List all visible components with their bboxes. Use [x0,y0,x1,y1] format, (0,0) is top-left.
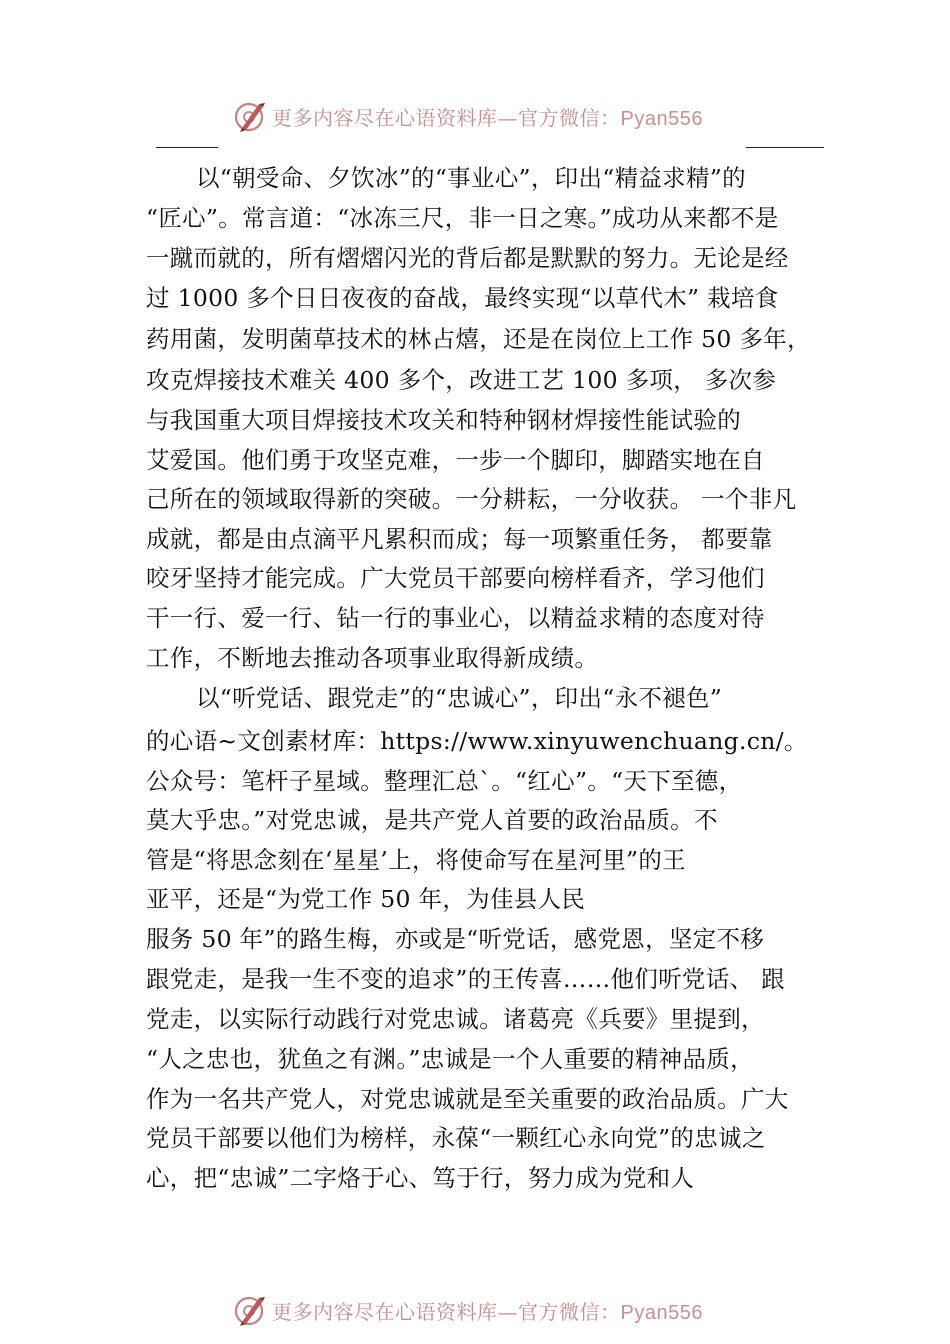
text-line: 攻克焊接技术难关 400 多个，改进工艺 100 多项， 多次参 [146,366,777,394]
footer-banner [0,1288,950,1332]
header-banner [0,94,950,138]
text-line: 心，把“忠诚”二字烙于心、笃于行，努力成为党和人 [146,1164,695,1192]
header-rule-right [746,147,824,148]
text-line: 的心语~文创素材库：https://www.xinyuwenchuang.cn/。 [146,727,808,755]
text-line: 干一行、爱一行、钻一行的事业心，以精益求精的态度对待 [146,604,765,632]
text-line: 以“听党话、跟党走”的“忠诚心”，印出“永不褪色” [196,684,723,712]
header-banner-content [232,94,703,138]
wechat-id: Pyan556 [620,1301,703,1324]
text-line: 以“朝受命、夕饮冰”的“事业心”，印出“精益求精”的 [196,164,746,192]
text-line: 成就，都是由点滴平凡累积而成；每一项繁重任务， 都要靠 [146,525,773,553]
footer-banner-content [232,1288,703,1332]
text-line: 亚平，还是“为党工作 50 年，为佳县人民 [146,885,586,913]
text-line: 党走，以实际行动践行对党忠诚。诸葛亮《兵要》里提到， [146,1005,765,1033]
text-line: 与我国重大项目焊接技术攻关和特种钢材焊接性能试验的 [146,406,741,434]
text-line: 过 1000 多个日日夜夜的奋战，最终实现“以草代木” 栽培食 [146,284,779,312]
text-line: “匠心”。常言道：“冰冻三尺，非一日之寒。”成功从来都不是 [146,204,779,232]
text-line: 公众号：笔杆子星域。整理汇总`。“红心”。“天下至德， [146,767,743,795]
text-line: 艾爱国。他们勇于攻坚克难，一步一个脚印，脚踏实地在自 [146,446,765,474]
text-line: 一蹴而就的，所有熠熠闪光的背后都是默默的努力。无论是经 [146,244,789,272]
logo-pen-icon [232,98,268,134]
text-line: 跟党走，是我一生不变的追求”的王传喜……他们听党话、 跟 [146,965,785,993]
header-rule-left [156,147,218,148]
text-line: 咬牙坚持才能完成。广大党员干部要向榜样看齐，学习他们 [146,564,765,592]
wechat-id: Pyan556 [620,107,703,130]
banner-text: 更多内容尽在心语资料库—官方微信：Pyan556 [272,1299,703,1324]
text-line: 莫大乎忠。”对党忠诚，是共产党人首要的政治品质。不 [146,806,718,834]
text-line: 管是“将思念刻在‘星星’上，将使命写在星河里”的王 [146,846,686,874]
text-line: 工作，不断地去推动各项事业取得新成绩。 [146,644,599,672]
text-line: 作为一名共产党人，对党忠诚就是至关重要的政治品质。广大 [146,1085,789,1113]
text-line: “人之忠也，犹鱼之有渊。”忠诚是一个人重要的精神品质， [146,1045,754,1073]
text-line: 药用菌，发明菌草技术的林占熺，还是在岗位上工作 50 多年， [146,325,811,353]
text-line: 己所在的领域取得新的突破。一分耕耘，一分收获。 一个非凡 [146,485,797,513]
text-line: 党员干部要以他们为榜样，永葆“一颗红心永向党”的忠诚之 [146,1124,766,1152]
banner-text: 更多内容尽在心语资料库—官方微信：Pyan556 [272,105,703,130]
text-line: 服务 50 年”的路生梅，亦或是“听党话，感党恩，坚定不移 [146,925,765,953]
logo-pen-icon [232,1292,268,1328]
